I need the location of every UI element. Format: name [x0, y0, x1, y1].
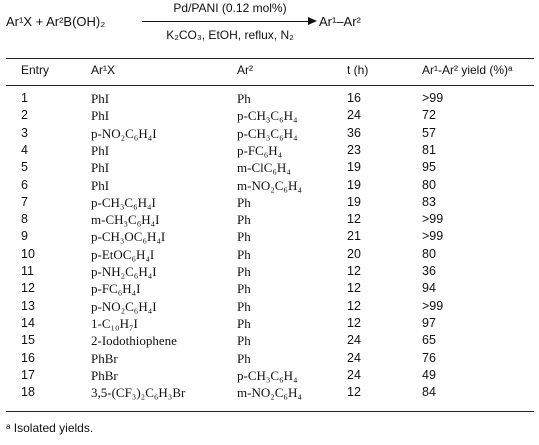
cell-yield: 81: [422, 142, 436, 157]
table-bottom-rule: [6, 411, 534, 412]
cell-ar1x: p-NO₂C₆H₄I: [91, 125, 157, 141]
cell-ar2: Ph: [237, 212, 251, 228]
cell-yield: 97: [422, 315, 436, 330]
cell-entry: 4: [21, 142, 28, 157]
cell-ar2: Ph: [237, 194, 251, 210]
cell-ar1x: p-NO₂C₆H₄I: [91, 298, 157, 314]
cell-time: 12: [347, 298, 361, 313]
cell-time: 24: [347, 350, 361, 365]
cell-ar1x: PhBr: [91, 367, 118, 383]
catalyst-condition: Pd/PANI (0.12 mol%): [173, 1, 287, 15]
table-row: [0, 246, 539, 263]
cell-yield: 80: [422, 246, 436, 261]
cell-time: 16: [347, 91, 361, 105]
cell-ar2: Ph: [237, 91, 251, 106]
cell-time: 12: [347, 212, 361, 227]
cell-yield: 49: [422, 367, 436, 382]
table-row: [0, 177, 539, 194]
header-ar2: Ar²: [237, 63, 253, 77]
cell-entry: 1: [21, 91, 28, 105]
cell-ar2: Ph: [237, 281, 251, 297]
cell-yield: 84: [422, 385, 436, 400]
cell-time: 21: [347, 229, 361, 244]
cell-time: 36: [347, 125, 361, 140]
cell-time: 24: [347, 367, 361, 382]
cell-yield: 83: [422, 194, 436, 209]
cell-ar2: p-FC₆H₄: [237, 142, 283, 158]
table-row: [0, 107, 539, 124]
cell-entry: 7: [21, 194, 28, 209]
header-ar1x: Ar¹X: [91, 63, 115, 77]
cell-ar2: m-NO₂C₆H₄: [237, 385, 302, 401]
cell-ar1x: PhI: [91, 160, 110, 176]
cell-time: 12: [347, 385, 361, 400]
table-row: [0, 142, 539, 159]
table-row: [0, 263, 539, 280]
cell-yield: 57: [422, 125, 436, 140]
table-row: [0, 367, 539, 384]
cell-yield: >99: [422, 229, 444, 244]
table-row: [0, 298, 539, 315]
cell-entry: 12: [21, 281, 35, 296]
header-entry: Entry: [21, 63, 50, 77]
cell-time: 19: [347, 177, 361, 192]
table-row: [0, 350, 539, 367]
cell-ar2: m-ClC₆H₄: [237, 160, 291, 176]
table-row: [0, 159, 539, 176]
cell-entry: 18: [21, 385, 35, 400]
cell-ar1x: 2-Iodothiophene: [91, 333, 177, 349]
cell-time: 24: [347, 333, 361, 348]
cell-entry: 8: [21, 212, 28, 227]
cell-ar1x: p-FC₆H₄I: [91, 281, 141, 297]
cell-ar1x: PhI: [91, 108, 110, 124]
table-row: [0, 211, 539, 228]
cell-yield: 94: [422, 281, 436, 296]
table-row: [0, 125, 539, 142]
cell-ar2: Ph: [237, 298, 251, 314]
cell-entry: 2: [21, 108, 28, 123]
cell-entry: 11: [21, 264, 34, 278]
reaction-arrow: [142, 21, 312, 22]
reaction-conditions: K₂CO₃, EtOH, reflux, N₂: [166, 28, 294, 42]
cell-ar2: Ph: [237, 315, 251, 331]
table-row: [0, 228, 539, 245]
cell-yield: 76: [422, 350, 436, 365]
cell-ar1x: 1-C₁₀H₇I: [91, 315, 138, 331]
cell-entry: 16: [21, 350, 35, 365]
cell-entry: 10: [21, 246, 35, 261]
table-row: [0, 90, 539, 107]
cell-time: 12: [347, 315, 361, 330]
cell-time: 23: [347, 142, 361, 157]
cell-yield: 65: [422, 333, 436, 348]
reaction-arrow-head: [308, 17, 317, 25]
cell-time: 19: [347, 194, 361, 209]
cell-entry: 13: [21, 298, 35, 313]
table-row: [0, 332, 539, 349]
cell-ar2: p-CH₃C₆H₄: [237, 108, 298, 124]
cell-entry: 3: [21, 125, 28, 140]
cell-yield: >99: [422, 212, 444, 227]
header-yield: Ar¹-Ar² yield (%)ᵃ: [422, 63, 513, 77]
cell-ar1x: p-NH₂C₆H₄I: [91, 264, 157, 279]
cell-time: 12: [347, 281, 361, 296]
cell-ar1x: p-EtOC₆H₄I: [91, 246, 155, 262]
cell-entry: 9: [21, 229, 28, 244]
cell-ar1x: PhBr: [91, 350, 118, 366]
cell-yield: 72: [422, 108, 436, 123]
reaction-scheme: [0, 0, 539, 48]
cell-ar2: Ph: [237, 246, 251, 262]
cell-ar1x: PhI: [91, 142, 110, 158]
cell-ar1x: p-CH₃OC₆H₄I: [91, 229, 166, 245]
cell-yield: >99: [422, 298, 444, 313]
cell-ar2: p-CH₃C₆H₄: [237, 367, 298, 383]
cell-time: 24: [347, 108, 361, 123]
cell-ar1x: m-CH₃C₆H₄I: [91, 212, 160, 228]
cell-yield: 36: [422, 264, 436, 278]
cell-yield: 95: [422, 160, 436, 175]
reactants-text: Ar¹X + Ar²B(OH)₂: [6, 14, 106, 29]
cell-ar1x: 3,5-(CF₃)₂C₆H₃Br: [91, 385, 186, 401]
cell-time: 20: [347, 246, 361, 261]
product-text: Ar¹–Ar²: [319, 14, 361, 29]
cell-entry: 14: [21, 315, 35, 330]
cell-ar2: m-NO₂C₆H₄: [237, 177, 302, 193]
cell-ar1x: PhI: [91, 177, 110, 193]
cell-ar2: Ph: [237, 264, 251, 279]
table-top-rule: [6, 58, 534, 59]
cell-ar2: p-CH₃C₆H₄: [237, 125, 298, 141]
cell-entry: 15: [21, 333, 35, 348]
cell-entry: 17: [21, 367, 35, 382]
cell-entry: 6: [21, 177, 28, 192]
table-row: [0, 280, 539, 297]
cell-ar1x: PhI: [91, 91, 110, 106]
cell-time: 12: [347, 264, 361, 278]
table-header-rule: [6, 85, 534, 86]
footnote: ᵃ Isolated yields.: [6, 421, 94, 435]
table-row: [0, 194, 539, 211]
cell-time: 19: [347, 160, 361, 175]
cell-ar2: Ph: [237, 229, 251, 245]
cell-entry: 5: [21, 160, 28, 175]
cell-ar2: Ph: [237, 350, 251, 366]
cell-ar1x: p-CH₃C₆H₄I: [91, 194, 156, 210]
table-row: [0, 384, 539, 401]
cell-yield: 80: [422, 177, 436, 192]
header-time: t (h): [347, 63, 369, 77]
cell-yield: >99: [422, 91, 444, 105]
table-row: [0, 315, 539, 332]
cell-ar2: Ph: [237, 333, 251, 349]
